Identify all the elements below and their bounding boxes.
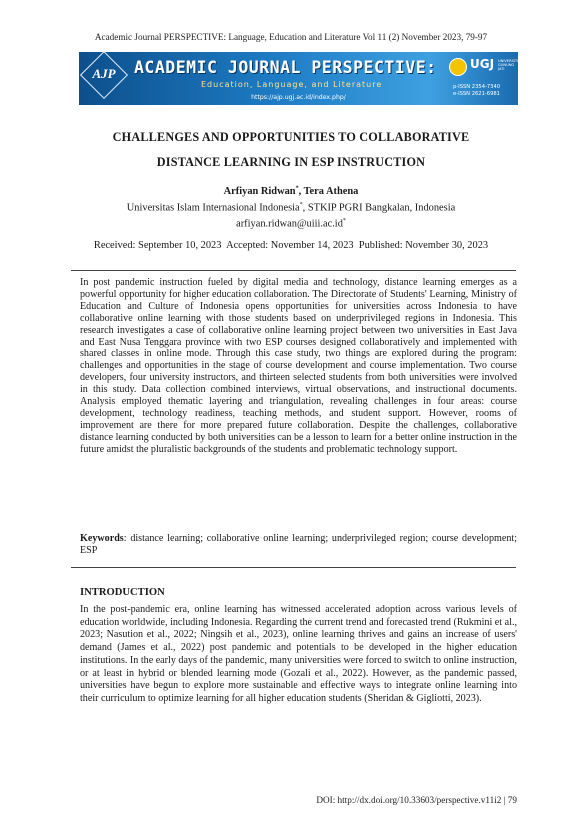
keywords: [80, 533, 517, 557]
university-seal-icon: [449, 58, 467, 76]
introduction-heading: INTRODUCTION: [80, 587, 165, 598]
keywords-text: : distance learning; collaborative online learning; underprivileged region; course development; ESP: [80, 533, 517, 556]
doi-footer: DOI: http://dx.doi.org/10.33603/perspective.v11i2 | 79: [316, 795, 517, 805]
banner-title: ACADEMIC JOURNAL PERSPECTIVE:: [134, 58, 437, 77]
banner-url: https://ajp.ugj.ac.id/index.php/: [251, 94, 346, 101]
banner-subtitle: Education, Language, and Literature: [201, 80, 383, 89]
ugj-university-name: UNIVERSITAS GUNUNG JATI: [498, 59, 522, 72]
ugj-logo-text: UGJ: [470, 57, 495, 71]
author-separator: ,: [298, 186, 304, 198]
keywords-label: Keywords: [80, 533, 124, 544]
paper-title-line2: DISTANCE LEARNING IN ESP INSTRUCTION: [156, 155, 426, 169]
email: [0, 215, 582, 231]
author1-name: Arfiyan Ridwan: [223, 186, 296, 198]
author1-mark: *: [295, 186, 299, 192]
publication-dates: Received: September 10, 2023 Accepted: November 14, 2023 Published: November 30, 2023: [93, 240, 489, 251]
affiliation1-mark: *: [299, 201, 303, 208]
affiliation: [0, 199, 582, 215]
pissn: p-ISSN 2354-7340: [453, 84, 501, 90]
author2-name: Tera Athena: [303, 186, 359, 198]
email-mark: *: [342, 217, 346, 224]
eissn: e-ISSN 2621-6981: [453, 90, 500, 97]
email-address: arfiyan.ridwan@uiii.ac.id: [236, 218, 343, 230]
journal-logo-text: AJP: [92, 66, 116, 81]
running-head: Academic Journal PERSPECTIVE: Language, Education and Literature Vol 11 (2) November 2023, 79-97: [94, 32, 488, 42]
paper-title: [0, 125, 582, 175]
affiliation1: Universitas Islam Internasional Indonesia: [126, 202, 300, 214]
author-names: [0, 183, 582, 199]
abstract: In post pandemic instruction fueled by digital media and technology, distance learning emerges as a powerful opportunity for higher education collaboration. The Directorate of Students' Learning, Ministry of Education and Culture of Indonesia opens opportunities for universities across Indonesia to have collaborative online learning with those students based on underprivileged regions in Indonesia. This research investigates a case of collaborative online learning project between two universities in East Java and East Nusa Tenggara province with two ESP courses designed collaboratively and implemented with shared classes in online mode. Through this case study, two things are explored during the program: challenges and opportunities in the stage of course development and course implementation. Two course developers, four university instructors, and thirteen selected students from both universities were involved in this study. Data collection combined interviews, virtual observations, and instructional documents. Analysis employed thematic layering and triangulation, revealing challenges in four areas: course development, technology readiness, teaching methods, and student support. However, rooms of improvement are there for more prepared future collaboration. Despite the challenges, collaborative distance learning conducted by both universities can be a lesson to learn for a better online instruction in the future amidst the pluralistic backgrounds of the students and problematic technology support.: [80, 277, 517, 455]
paper-title-line1: CHALLENGES AND OPPORTUNITIES TO COLLABORATIVE: [112, 130, 470, 144]
author-block: [0, 183, 582, 231]
introduction-text: In the post-pandemic era, online learning has witnessed accelerated adoption across various levels of education worldwide, including Indonesia. Regarding the current trend and forecasted trend (Rukmini et al., 2023; Nasution et al., 2022; Ningsih et al., 2023), online learning thrives and gains an increase of users' demand (James et al., 2022) post pandemic and potentials to be developed in the higher education institutions. In the early days of the pandemic, many universities were forced to switch to online instruction, or at least in hybrid or blended learning mode (Gozali et al., 2022). However, as the pandemic passed, universities have begun to explore more sustainable and effective ways to integrate online learning into their curriculum to optimize learning for all higher education students (Sheridan & Gigliotti, 2023).: [80, 604, 518, 704]
issn-block: [453, 84, 500, 97]
journal-banner: [79, 52, 522, 105]
affiliation-rest: , STKIP PGRI Bangkalan, Indonesia: [302, 202, 456, 214]
